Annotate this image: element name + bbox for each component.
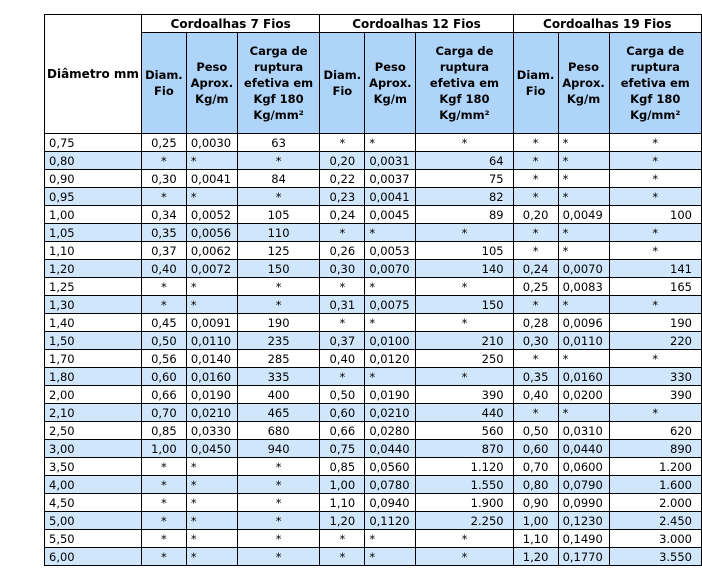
carga-cell: 1.120: [416, 458, 513, 476]
carga-cell: 165: [609, 278, 702, 296]
table-container: [44, 14, 702, 566]
peso-cell: 0,0045: [365, 206, 416, 224]
table-row: [45, 404, 702, 422]
diam-fio-cell: 0,37: [320, 332, 365, 350]
diam-fio-cell: *: [513, 134, 558, 152]
carga-cell: 440: [416, 404, 513, 422]
diam-fio-cell: *: [320, 548, 365, 566]
carga-cell: 465: [237, 404, 320, 422]
diam-fio-cell: 0,30: [320, 260, 365, 278]
table-row: [45, 224, 702, 242]
carga-cell: 1.200: [609, 458, 702, 476]
peso-cell: *: [365, 314, 416, 332]
sub-header-peso: Peso Aprox. Kg/m: [365, 33, 416, 134]
sub-header-diam-fio: Diam. Fio: [320, 33, 365, 134]
peso-cell: 0,0070: [558, 260, 609, 278]
diam-fio-cell: *: [320, 278, 365, 296]
carga-cell: 82: [416, 188, 513, 206]
diameter-cell: 6,00: [45, 548, 142, 566]
carga-cell: *: [416, 134, 513, 152]
diam-fio-cell: *: [513, 404, 558, 422]
diam-fio-cell: 1,00: [141, 440, 186, 458]
carga-cell: *: [609, 404, 702, 422]
carga-cell: 250: [416, 350, 513, 368]
carga-cell: *: [609, 296, 702, 314]
peso-cell: 0,0037: [365, 170, 416, 188]
diam-fio-cell: 0,80: [513, 476, 558, 494]
peso-cell: *: [558, 404, 609, 422]
table-row: [45, 152, 702, 170]
carga-cell: *: [237, 530, 320, 548]
peso-cell: 0,0990: [558, 494, 609, 512]
diameter-cell: 0,75: [45, 134, 142, 152]
carga-cell: 330: [609, 368, 702, 386]
diam-fio-cell: 0,70: [513, 458, 558, 476]
peso-cell: 0,0940: [365, 494, 416, 512]
table-row: [45, 206, 702, 224]
diameter-cell: 1,80: [45, 368, 142, 386]
carga-cell: 84: [237, 170, 320, 188]
peso-cell: 0,0030: [186, 134, 237, 152]
carga-cell: *: [237, 548, 320, 566]
diam-fio-cell: 0,40: [513, 386, 558, 404]
table-row: [45, 458, 702, 476]
diam-fio-cell: 1,10: [320, 494, 365, 512]
sub-header-diam-fio: Diam. Fio: [513, 33, 558, 134]
carga-cell: 100: [609, 206, 702, 224]
peso-cell: *: [558, 134, 609, 152]
table-row: [45, 170, 702, 188]
diameter-cell: 3,50: [45, 458, 142, 476]
carga-cell: *: [237, 152, 320, 170]
diam-fio-cell: *: [141, 188, 186, 206]
table-row: [45, 278, 702, 296]
peso-cell: 0,0310: [558, 422, 609, 440]
diam-fio-cell: *: [513, 188, 558, 206]
diam-fio-cell: *: [141, 278, 186, 296]
carga-cell: *: [416, 278, 513, 296]
peso-cell: 0,0190: [365, 386, 416, 404]
diameter-cell: 1,20: [45, 260, 142, 278]
peso-cell: 0,0120: [365, 350, 416, 368]
carga-cell: 390: [609, 386, 702, 404]
diam-fio-cell: 0,24: [320, 206, 365, 224]
carga-cell: *: [416, 368, 513, 386]
diam-fio-cell: 0,60: [141, 368, 186, 386]
diameter-cell: 4,00: [45, 476, 142, 494]
diam-fio-cell: *: [141, 476, 186, 494]
carga-cell: 125: [237, 242, 320, 260]
carga-cell: 3.000: [609, 530, 702, 548]
peso-cell: 0,0440: [365, 440, 416, 458]
peso-cell: 0,0210: [186, 404, 237, 422]
carga-cell: *: [416, 548, 513, 566]
group-header-19-fios: Cordoalhas 19 Fios: [513, 15, 701, 33]
peso-cell: 0,0160: [186, 368, 237, 386]
diam-fio-cell: 0,40: [141, 260, 186, 278]
carga-cell: 2.450: [609, 512, 702, 530]
carga-cell: *: [237, 476, 320, 494]
peso-cell: *: [558, 224, 609, 242]
diam-fio-cell: 0,40: [320, 350, 365, 368]
peso-cell: 0,0072: [186, 260, 237, 278]
carga-cell: 390: [416, 386, 513, 404]
peso-cell: 0,0450: [186, 440, 237, 458]
table-row: [45, 368, 702, 386]
peso-cell: *: [186, 296, 237, 314]
peso-cell: 0,1230: [558, 512, 609, 530]
table-row: [45, 188, 702, 206]
diameter-cell: 0,80: [45, 152, 142, 170]
table-row: [45, 548, 702, 566]
diam-fio-cell: 1,20: [513, 548, 558, 566]
peso-cell: 0,0790: [558, 476, 609, 494]
diam-fio-cell: *: [141, 494, 186, 512]
carga-cell: *: [237, 458, 320, 476]
carga-cell: 89: [416, 206, 513, 224]
diameter-cell: 4,50: [45, 494, 142, 512]
peso-cell: *: [558, 242, 609, 260]
sub-header-peso: Peso Aprox. Kg/m: [186, 33, 237, 134]
diameter-cell: 1,40: [45, 314, 142, 332]
diam-fio-cell: *: [320, 134, 365, 152]
table-row: [45, 332, 702, 350]
diam-fio-cell: 0,20: [320, 152, 365, 170]
carga-cell: 940: [237, 440, 320, 458]
diameter-cell: 5,00: [45, 512, 142, 530]
diam-fio-cell: 0,37: [141, 242, 186, 260]
diam-fio-cell: *: [141, 458, 186, 476]
diam-fio-cell: *: [513, 152, 558, 170]
carga-cell: 2.250: [416, 512, 513, 530]
diam-fio-cell: *: [141, 296, 186, 314]
table-row: [45, 260, 702, 278]
peso-cell: *: [186, 458, 237, 476]
diam-fio-cell: 0,22: [320, 170, 365, 188]
diam-fio-cell: *: [320, 368, 365, 386]
diam-fio-cell: *: [320, 530, 365, 548]
diameter-header: Diâmetro mm: [45, 15, 142, 134]
diameter-cell: 0,90: [45, 170, 142, 188]
peso-cell: *: [558, 152, 609, 170]
carga-cell: 1.600: [609, 476, 702, 494]
peso-cell: 0,1120: [365, 512, 416, 530]
group-header-12-fios: Cordoalhas 12 Fios: [320, 15, 513, 33]
carga-cell: *: [609, 152, 702, 170]
carga-cell: 560: [416, 422, 513, 440]
carga-cell: *: [416, 224, 513, 242]
peso-cell: 0,0280: [365, 422, 416, 440]
peso-cell: *: [186, 152, 237, 170]
diam-fio-cell: 0,24: [513, 260, 558, 278]
table-row: [45, 350, 702, 368]
diameter-cell: 5,50: [45, 530, 142, 548]
peso-cell: 0,0160: [558, 368, 609, 386]
carga-cell: 105: [237, 206, 320, 224]
carga-cell: 235: [237, 332, 320, 350]
peso-cell: 0,0056: [186, 224, 237, 242]
diam-fio-cell: 0,85: [141, 422, 186, 440]
carga-cell: 400: [237, 386, 320, 404]
diameter-cell: 1,50: [45, 332, 142, 350]
peso-cell: 0,0075: [365, 296, 416, 314]
carga-cell: *: [609, 170, 702, 188]
table-row: [45, 512, 702, 530]
diam-fio-cell: 0,66: [320, 422, 365, 440]
peso-cell: 0,0031: [365, 152, 416, 170]
group-header-7-fios: Cordoalhas 7 Fios: [141, 15, 319, 33]
carga-cell: 75: [416, 170, 513, 188]
peso-cell: 0,0083: [558, 278, 609, 296]
diam-fio-cell: *: [513, 296, 558, 314]
table-row: [45, 386, 702, 404]
peso-cell: *: [186, 278, 237, 296]
diam-fio-cell: 0,85: [320, 458, 365, 476]
peso-cell: *: [365, 368, 416, 386]
diameter-cell: 1,00: [45, 206, 142, 224]
peso-cell: *: [186, 512, 237, 530]
carga-cell: 1.900: [416, 494, 513, 512]
diameter-cell: 2,00: [45, 386, 142, 404]
diam-fio-cell: *: [513, 350, 558, 368]
diameter-cell: 1,25: [45, 278, 142, 296]
diam-fio-cell: 0,56: [141, 350, 186, 368]
group-header-row: [45, 15, 702, 33]
peso-cell: 0,0070: [365, 260, 416, 278]
sub-header-diam-fio: Diam. Fio: [141, 33, 186, 134]
diam-fio-cell: 0,45: [141, 314, 186, 332]
diam-fio-cell: *: [320, 224, 365, 242]
diam-fio-cell: 0,66: [141, 386, 186, 404]
table-row: [45, 314, 702, 332]
peso-cell: 0,1490: [558, 530, 609, 548]
carga-cell: 680: [237, 422, 320, 440]
diam-fio-cell: *: [141, 548, 186, 566]
peso-cell: 0,0100: [365, 332, 416, 350]
carga-cell: *: [609, 242, 702, 260]
carga-cell: 141: [609, 260, 702, 278]
cordoalhas-table: [44, 14, 702, 566]
carga-cell: 3.550: [609, 548, 702, 566]
carga-cell: 140: [416, 260, 513, 278]
diam-fio-cell: 0,90: [513, 494, 558, 512]
diam-fio-cell: *: [141, 512, 186, 530]
carga-cell: 150: [237, 260, 320, 278]
diameter-cell: 2,50: [45, 422, 142, 440]
diameter-cell: 1,05: [45, 224, 142, 242]
diam-fio-cell: 1,00: [320, 476, 365, 494]
carga-cell: 220: [609, 332, 702, 350]
diam-fio-cell: *: [513, 242, 558, 260]
diameter-cell: 1,70: [45, 350, 142, 368]
sub-header-carga: Carga de ruptura efetiva em Kgf 180 Kg/mm²: [237, 33, 320, 134]
peso-cell: 0,0330: [186, 422, 237, 440]
diam-fio-cell: 0,25: [513, 278, 558, 296]
diam-fio-cell: 0,60: [513, 440, 558, 458]
carga-cell: *: [237, 296, 320, 314]
diam-fio-cell: *: [513, 224, 558, 242]
diameter-cell: 0,95: [45, 188, 142, 206]
peso-cell: 0,0560: [365, 458, 416, 476]
carga-cell: 1.550: [416, 476, 513, 494]
diameter-cell: 2,10: [45, 404, 142, 422]
diam-fio-cell: 0,25: [141, 134, 186, 152]
diam-fio-cell: 0,20: [513, 206, 558, 224]
sub-header-row: [45, 33, 702, 134]
peso-cell: *: [365, 530, 416, 548]
peso-cell: 0,0110: [558, 332, 609, 350]
peso-cell: 0,0062: [186, 242, 237, 260]
carga-cell: *: [237, 278, 320, 296]
peso-cell: *: [558, 296, 609, 314]
peso-cell: 0,0041: [365, 188, 416, 206]
table-row: [45, 134, 702, 152]
diam-fio-cell: 0,50: [141, 332, 186, 350]
diam-fio-cell: *: [320, 314, 365, 332]
peso-cell: 0,0096: [558, 314, 609, 332]
peso-cell: 0,0190: [186, 386, 237, 404]
peso-cell: *: [365, 548, 416, 566]
peso-cell: *: [186, 530, 237, 548]
carga-cell: 63: [237, 134, 320, 152]
table-row: [45, 242, 702, 260]
peso-cell: *: [365, 134, 416, 152]
peso-cell: *: [558, 170, 609, 188]
peso-cell: 0,0140: [186, 350, 237, 368]
carga-cell: 890: [609, 440, 702, 458]
diameter-cell: 3,00: [45, 440, 142, 458]
carga-cell: 870: [416, 440, 513, 458]
diam-fio-cell: 0,35: [141, 224, 186, 242]
peso-cell: 0,0049: [558, 206, 609, 224]
diam-fio-cell: 1,20: [320, 512, 365, 530]
sub-header-carga: Carga de ruptura efetiva em Kgf 180 Kg/mm²: [416, 33, 513, 134]
table-row: [45, 494, 702, 512]
carga-cell: *: [237, 512, 320, 530]
diam-fio-cell: 0,31: [320, 296, 365, 314]
diam-fio-cell: 0,30: [141, 170, 186, 188]
peso-cell: 0,0041: [186, 170, 237, 188]
peso-cell: 0,1770: [558, 548, 609, 566]
diameter-cell: 1,10: [45, 242, 142, 260]
diam-fio-cell: *: [141, 530, 186, 548]
diam-fio-cell: 1,00: [513, 512, 558, 530]
carga-cell: 110: [237, 224, 320, 242]
carga-cell: 335: [237, 368, 320, 386]
table-row: [45, 476, 702, 494]
carga-cell: 2.000: [609, 494, 702, 512]
peso-cell: 0,0600: [558, 458, 609, 476]
carga-cell: *: [237, 494, 320, 512]
carga-cell: 64: [416, 152, 513, 170]
peso-cell: 0,0091: [186, 314, 237, 332]
peso-cell: 0,0110: [186, 332, 237, 350]
table-row: [45, 422, 702, 440]
diam-fio-cell: 0,23: [320, 188, 365, 206]
carga-cell: 620: [609, 422, 702, 440]
table-row: [45, 440, 702, 458]
peso-cell: 0,0200: [558, 386, 609, 404]
carga-cell: *: [237, 188, 320, 206]
table-row: [45, 530, 702, 548]
diam-fio-cell: *: [141, 152, 186, 170]
peso-cell: *: [186, 548, 237, 566]
carga-cell: 285: [237, 350, 320, 368]
diam-fio-cell: 0,30: [513, 332, 558, 350]
table-body: [45, 134, 702, 566]
carga-cell: 210: [416, 332, 513, 350]
diam-fio-cell: 0,50: [513, 422, 558, 440]
diam-fio-cell: 0,28: [513, 314, 558, 332]
diam-fio-cell: *: [513, 170, 558, 188]
peso-cell: *: [365, 224, 416, 242]
peso-cell: *: [558, 350, 609, 368]
carga-cell: 150: [416, 296, 513, 314]
peso-cell: *: [365, 278, 416, 296]
diameter-cell: 1,30: [45, 296, 142, 314]
carga-cell: *: [609, 350, 702, 368]
peso-cell: *: [186, 494, 237, 512]
diam-fio-cell: 0,75: [320, 440, 365, 458]
carga-cell: *: [609, 188, 702, 206]
diam-fio-cell: 0,70: [141, 404, 186, 422]
carga-cell: *: [609, 224, 702, 242]
diam-fio-cell: 0,60: [320, 404, 365, 422]
peso-cell: *: [558, 188, 609, 206]
diam-fio-cell: 0,35: [513, 368, 558, 386]
peso-cell: *: [186, 476, 237, 494]
carga-cell: 105: [416, 242, 513, 260]
peso-cell: *: [186, 188, 237, 206]
diam-fio-cell: 0,34: [141, 206, 186, 224]
carga-cell: 190: [237, 314, 320, 332]
peso-cell: 0,0780: [365, 476, 416, 494]
table-row: [45, 296, 702, 314]
carga-cell: 190: [609, 314, 702, 332]
carga-cell: *: [609, 134, 702, 152]
peso-cell: 0,0052: [186, 206, 237, 224]
sub-header-carga: Carga de ruptura efetiva em Kgf 180 Kg/mm²: [609, 33, 702, 134]
carga-cell: *: [416, 530, 513, 548]
diam-fio-cell: 1,10: [513, 530, 558, 548]
peso-cell: 0,0053: [365, 242, 416, 260]
diam-fio-cell: 0,50: [320, 386, 365, 404]
peso-cell: 0,0210: [365, 404, 416, 422]
carga-cell: *: [416, 314, 513, 332]
sub-header-peso: Peso Aprox. Kg/m: [558, 33, 609, 134]
peso-cell: 0,0440: [558, 440, 609, 458]
diam-fio-cell: 0,26: [320, 242, 365, 260]
